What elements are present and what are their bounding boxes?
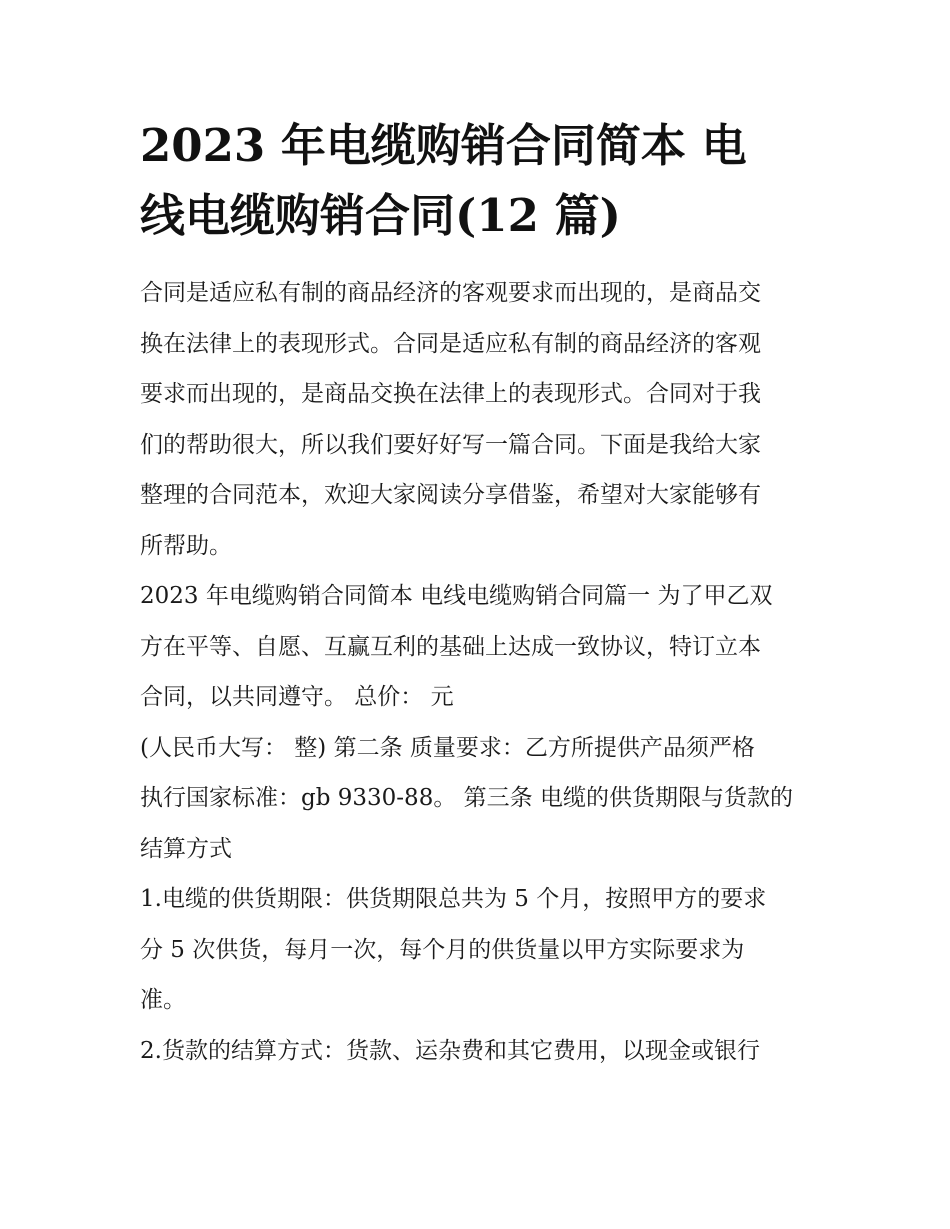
text-line: 2023 年电缆购销合同简本 电线电缆购销合同篇一 为了甲乙双 — [140, 583, 773, 609]
text-line: 方在平等、自愿、互赢互利的基础上达成一致协议，特订立本 — [140, 633, 761, 660]
text-line: 合同是适应私有制的商品经济的客观要求而出现的，是商品交 — [140, 280, 761, 306]
text-line: 结算方式 — [140, 835, 232, 862]
text-line: 1.电缆的供货期限：供货期限总共为 5 个月，按照甲方的要求 — [140, 886, 767, 912]
quality-terms-paragraph — [140, 723, 820, 875]
text-line: 整理的合同范本，欢迎大家阅读分享借鉴，希望对大家能够有 — [140, 482, 761, 508]
payment-terms-paragraph — [140, 1026, 820, 1077]
text-line: 要求而出现的，是商品交换在法律上的表现形式。合同对于我 — [140, 381, 761, 407]
delivery-terms-paragraph — [140, 874, 820, 1026]
title-line: 线电缆购销合同(12 篇) — [140, 189, 621, 242]
document-body — [140, 268, 820, 1076]
text-line: 分 5 次供货，每月一次，每个月的供货量以甲方实际要求为 — [140, 936, 745, 963]
title-line: 2023 年电缆购销合同简本 电 — [140, 119, 747, 172]
document-content — [140, 112, 820, 1076]
text-line: 准。 — [140, 987, 186, 1013]
text-line: 们的帮助很大，所以我们要好好写一篇合同。下面是我给大家 — [140, 431, 761, 458]
text-line: 所帮助。 — [140, 532, 232, 559]
contract-preamble-paragraph — [140, 571, 820, 723]
intro-paragraph — [140, 268, 820, 571]
text-line: 2.货款的结算方式：货款、运杂费和其它费用，以现金或银行 — [140, 1037, 760, 1064]
document-title — [140, 112, 820, 250]
text-line: 合同，以共同遵守。 总价： 元 — [140, 684, 454, 710]
text-line: 换在法律上的表现形式。合同是适应私有制的商品经济的客观 — [140, 330, 761, 357]
text-line: (人民币大写： 整) 第二条 质量要求：乙方所提供产品须严格 — [140, 734, 755, 761]
text-line: 执行国家标准：gb 9330-88。 第三条 电缆的供货期限与货款的 — [140, 785, 793, 811]
